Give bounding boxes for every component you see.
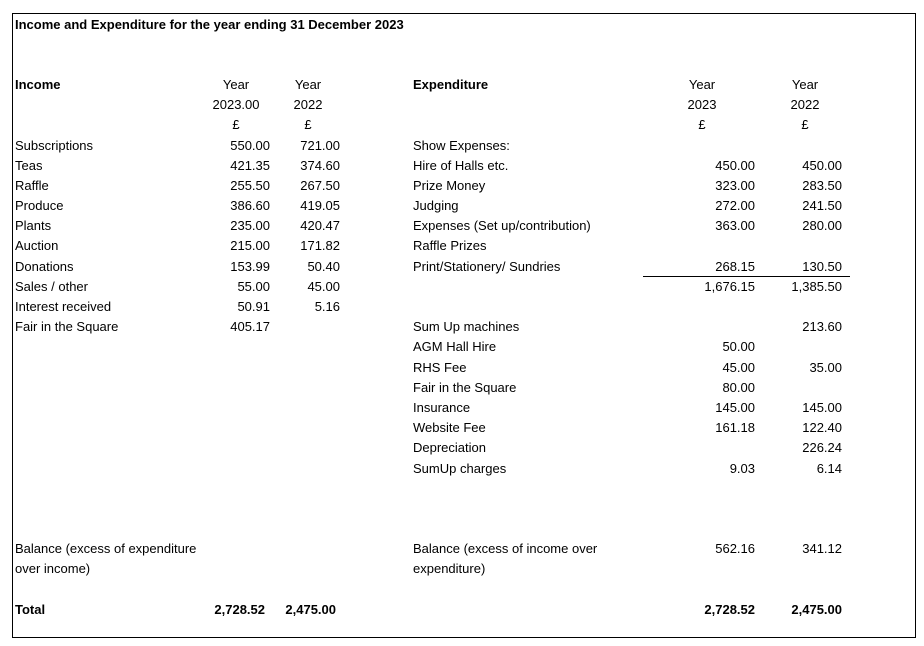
income-row-2023: 421.35 <box>230 158 270 173</box>
income-balance-label-line1: Balance (excess of expenditure <box>15 541 197 556</box>
income-row-2023: 255.50 <box>230 178 270 193</box>
expenditure-heading: Expenditure <box>413 77 489 92</box>
expenditure-row-label: Raffle Prizes <box>413 238 487 253</box>
expenditure-row-label: AGM Hall Hire <box>413 339 497 354</box>
income-row-label: Fair in the Square <box>15 319 119 334</box>
expenditure-col-2023-line1: Year <box>688 77 716 92</box>
income-row-2023: 215.00 <box>230 238 270 253</box>
income-row-label: Subscriptions <box>15 138 94 153</box>
expenditure-row-label: Expenses (Set up/contribution) <box>413 218 591 233</box>
expenditure-row-label: Hire of Halls etc. <box>413 158 509 173</box>
income-row-label: Plants <box>15 218 52 233</box>
income-row-label: Raffle <box>15 178 49 193</box>
expenditure-row-2022: 6.14 <box>816 461 842 476</box>
income-row-2022: 50.40 <box>307 259 340 274</box>
income-row-2023: 55.00 <box>237 279 270 294</box>
income-row-label: Interest received <box>15 299 112 314</box>
expenditure-row-label: Depreciation <box>413 440 486 455</box>
show-subtotal-2023: 1,676.15 <box>704 279 755 294</box>
expenditure-row-2022: 145.00 <box>802 400 842 415</box>
expenditure-row-label: Sum Up machines <box>413 319 520 334</box>
show-subtotal-2022: 1,385.50 <box>791 279 842 294</box>
expenditure-row-2023: 450.00 <box>715 158 755 173</box>
income-row-2023: 386.60 <box>230 198 270 213</box>
expenditure-row-2023: 268.15 <box>715 259 755 274</box>
income-row-2022: 419.05 <box>300 198 340 213</box>
expenditure-balance-2023: 562.16 <box>715 541 755 556</box>
expenditure-row-2022: 226.24 <box>802 440 842 455</box>
statement-title: Income and Expenditure for the year ending 31 December 2023 <box>15 17 404 32</box>
income-total-2023: 2,728.52 <box>214 602 265 617</box>
expenditure-row-2022: 450.00 <box>802 158 842 173</box>
income-col-2022-line1: Year <box>294 77 322 92</box>
income-col-2023-line1: Year <box>222 77 250 92</box>
income-col-2023-line2: 2023.00 <box>212 97 260 112</box>
expenditure-balance-2022: 341.12 <box>802 541 842 556</box>
expenditure-total-2023: 2,728.52 <box>704 602 755 617</box>
expenditure-row-2022: 130.50 <box>802 259 842 274</box>
expenditure-row-2022: 213.60 <box>802 319 842 334</box>
expenditure-row-label: Judging <box>413 198 459 213</box>
income-row-2023: 405.17 <box>230 319 270 334</box>
expenditure-row-2022: 241.50 <box>802 198 842 213</box>
expenditure-col-2022-line1: Year <box>791 77 819 92</box>
income-col-2023-currency: £ <box>232 117 240 132</box>
expenditure-balance-label-line2: expenditure) <box>413 561 486 576</box>
income-row-2022: 721.00 <box>300 138 340 153</box>
income-row-2022: 45.00 <box>307 279 340 294</box>
expenditure-row-2023: 50.00 <box>722 339 755 354</box>
expenditure-row-label: Insurance <box>413 400 471 415</box>
income-row-2023: 153.99 <box>230 259 270 274</box>
expenditure-row-2023: 272.00 <box>715 198 755 213</box>
expenditure-row-2022: 122.40 <box>802 420 842 435</box>
income-row-2022: 374.60 <box>300 158 340 173</box>
expenditure-row-2022: 35.00 <box>809 360 842 375</box>
income-row-2022: 5.16 <box>314 299 340 314</box>
expenditure-row-2023: 9.03 <box>729 461 755 476</box>
income-row-2023: 50.91 <box>237 299 270 314</box>
expenditure-row-2022: 280.00 <box>802 218 842 233</box>
expenditure-row-2023: 363.00 <box>715 218 755 233</box>
income-col-2022-currency: £ <box>304 117 312 132</box>
income-row-2023: 235.00 <box>230 218 270 233</box>
expenditure-row-label: RHS Fee <box>413 360 467 375</box>
expenditure-row-2022: 283.50 <box>802 178 842 193</box>
expenditure-row-label: Print/Stationery/ Sundries <box>413 259 561 274</box>
show-expenses-heading: Show Expenses: <box>413 138 510 153</box>
expenditure-row-label: Fair in the Square <box>413 380 517 395</box>
expenditure-row-label: Prize Money <box>413 178 486 193</box>
income-row-2023: 550.00 <box>230 138 270 153</box>
expenditure-col-2023-currency: £ <box>698 117 706 132</box>
expenditure-row-2023: 145.00 <box>715 400 755 415</box>
income-row-2022: 171.82 <box>300 238 340 253</box>
income-row-label: Produce <box>15 198 64 213</box>
expenditure-row-2023: 161.18 <box>715 420 755 435</box>
expenditure-col-2023-line2: 2023 <box>687 97 717 112</box>
income-balance-label-line2: over income) <box>15 561 91 576</box>
subtotal-underline <box>643 276 850 277</box>
income-row-2022: 267.50 <box>300 178 340 193</box>
income-heading: Income <box>15 77 61 92</box>
income-row-2022: 420.47 <box>300 218 340 233</box>
expenditure-col-2022-line2: 2022 <box>790 97 820 112</box>
expenditure-row-label: SumUp charges <box>413 461 507 476</box>
expenditure-row-2023: 80.00 <box>722 380 755 395</box>
expenditure-row-2023: 323.00 <box>715 178 755 193</box>
expenditure-row-label: Website Fee <box>413 420 486 435</box>
income-total-2022: 2,475.00 <box>285 602 336 617</box>
expenditure-col-2022-currency: £ <box>801 117 809 132</box>
income-row-label: Teas <box>15 158 43 173</box>
expenditure-balance-label-line1: Balance (excess of income over <box>413 541 598 556</box>
income-row-label: Auction <box>15 238 59 253</box>
expenditure-row-2023: 45.00 <box>722 360 755 375</box>
income-total-label: Total <box>15 602 46 617</box>
income-col-2022-line2: 2022 <box>293 97 323 112</box>
income-row-label: Sales / other <box>15 279 88 294</box>
income-row-label: Donations <box>15 259 74 274</box>
expenditure-total-2022: 2,475.00 <box>791 602 842 617</box>
